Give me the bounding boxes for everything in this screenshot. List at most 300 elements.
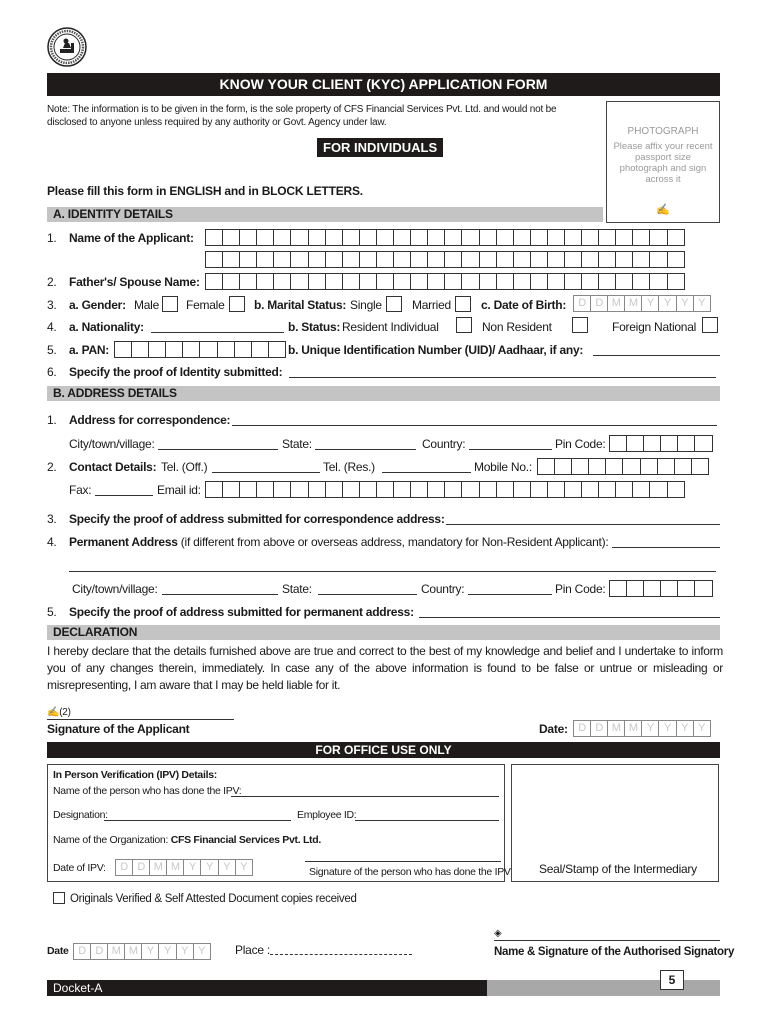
char-box[interactable]: D bbox=[573, 295, 591, 312]
char-box[interactable] bbox=[148, 341, 166, 358]
char-box[interactable] bbox=[222, 273, 240, 290]
tel-res-input[interactable] bbox=[382, 472, 471, 473]
email-label: Email id: bbox=[157, 483, 201, 497]
b3-number: 3. bbox=[47, 512, 57, 526]
proof-permanent-input[interactable] bbox=[419, 617, 720, 618]
char-box[interactable] bbox=[581, 481, 599, 498]
photograph-instructions: Please affix your recent passport size photograph and sign across it bbox=[613, 141, 713, 185]
fax-label: Fax: bbox=[69, 483, 92, 497]
char-box[interactable] bbox=[222, 229, 240, 246]
char-box[interactable] bbox=[205, 481, 223, 498]
char-box[interactable] bbox=[205, 273, 223, 290]
char-box[interactable]: M bbox=[624, 720, 642, 737]
char-box[interactable] bbox=[444, 251, 462, 268]
char-box[interactable] bbox=[667, 481, 685, 498]
signatory-marker-icon: ◈ bbox=[494, 928, 502, 939]
char-box[interactable] bbox=[393, 273, 411, 290]
char-box[interactable] bbox=[410, 273, 428, 290]
originals-verified-label: Originals Verified & Self Attested Document copies received bbox=[70, 893, 357, 905]
perm-pin-code-boxes[interactable] bbox=[609, 580, 713, 597]
seal-stamp-label: Seal/Stamp of the Intermediary bbox=[539, 862, 697, 876]
char-box[interactable] bbox=[410, 229, 428, 246]
char-box[interactable] bbox=[376, 251, 394, 268]
permanent-address-note: (if different from above or overseas address, mandatory for Non-Resident Applicant): bbox=[180, 535, 609, 549]
char-box[interactable] bbox=[165, 341, 183, 358]
date-of-birth-boxes[interactable] bbox=[573, 295, 711, 312]
b4-number: 4. bbox=[47, 535, 57, 549]
char-box[interactable] bbox=[290, 481, 308, 498]
char-box[interactable] bbox=[530, 273, 548, 290]
correspondence-address-label: Address for correspondence: bbox=[69, 413, 231, 427]
char-box[interactable]: Y bbox=[641, 295, 659, 312]
char-box[interactable]: Y bbox=[235, 859, 253, 876]
designation-label: Designation: bbox=[53, 809, 108, 821]
char-box[interactable] bbox=[376, 481, 394, 498]
char-box[interactable]: D bbox=[115, 859, 133, 876]
ipv-signature-label: Signature of the person who has done the IPV bbox=[309, 866, 511, 878]
non-resident-checkbox[interactable] bbox=[572, 317, 588, 333]
char-box[interactable] bbox=[325, 251, 343, 268]
char-box[interactable] bbox=[677, 435, 695, 452]
char-box[interactable] bbox=[626, 580, 644, 597]
tel-off-label: Tel. (Off.) bbox=[161, 460, 208, 474]
char-box[interactable]: Y bbox=[141, 943, 159, 960]
char-box[interactable] bbox=[461, 229, 479, 246]
male-label: Male bbox=[134, 298, 160, 312]
page-number: 5 bbox=[660, 970, 684, 990]
ipv-name-input[interactable] bbox=[231, 796, 499, 797]
permanent-address-label bbox=[69, 534, 608, 550]
male-checkbox[interactable] bbox=[162, 296, 178, 312]
char-box[interactable] bbox=[410, 251, 428, 268]
char-box[interactable] bbox=[513, 273, 531, 290]
char-box[interactable] bbox=[461, 251, 479, 268]
char-box[interactable] bbox=[530, 251, 548, 268]
char-box[interactable] bbox=[427, 229, 445, 246]
char-box[interactable]: D bbox=[590, 295, 608, 312]
char-box[interactable]: Y bbox=[183, 859, 201, 876]
char-box[interactable] bbox=[359, 481, 377, 498]
female-checkbox[interactable] bbox=[229, 296, 245, 312]
company-logo bbox=[44, 26, 90, 68]
char-box[interactable] bbox=[643, 580, 661, 597]
char-box[interactable]: Y bbox=[200, 859, 218, 876]
char-box[interactable]: Y bbox=[658, 720, 676, 737]
char-box[interactable] bbox=[547, 229, 565, 246]
permanent-address-input-2[interactable] bbox=[69, 571, 716, 572]
q4-number: 4. bbox=[47, 320, 57, 334]
char-box[interactable] bbox=[649, 273, 667, 290]
pin-code-boxes[interactable] bbox=[609, 435, 713, 452]
char-box[interactable] bbox=[131, 341, 149, 358]
char-box[interactable] bbox=[674, 458, 692, 475]
char-box[interactable] bbox=[325, 273, 343, 290]
applicant-name-boxes-line-2[interactable] bbox=[205, 251, 685, 268]
organization-label bbox=[53, 832, 321, 848]
perm-pin-code-label: Pin Code: bbox=[555, 582, 606, 596]
char-box[interactable] bbox=[564, 273, 582, 290]
ipv-date-label: Date of IPV: bbox=[53, 862, 106, 874]
aadhaar-input[interactable] bbox=[593, 355, 720, 356]
char-box[interactable] bbox=[308, 481, 326, 498]
date-of-birth-label: c. Date of Birth: bbox=[481, 298, 567, 312]
char-box[interactable]: D bbox=[73, 943, 91, 960]
char-box[interactable] bbox=[479, 273, 497, 290]
char-box[interactable] bbox=[554, 458, 572, 475]
char-box[interactable] bbox=[393, 481, 411, 498]
tel-res-label: Tel. (Res.) bbox=[323, 460, 375, 474]
char-box[interactable] bbox=[444, 273, 462, 290]
char-box[interactable]: M bbox=[624, 295, 642, 312]
char-box[interactable] bbox=[691, 458, 709, 475]
emblem-seal-icon bbox=[44, 26, 90, 68]
applicant-signature-label: Signature of the Applicant bbox=[47, 722, 190, 736]
father-spouse-label: Father's/ Spouse Name: bbox=[69, 275, 200, 289]
footer-date-label: Date bbox=[47, 945, 69, 957]
pan-boxes[interactable] bbox=[114, 341, 286, 358]
char-box[interactable] bbox=[598, 229, 616, 246]
char-box[interactable] bbox=[632, 229, 650, 246]
char-box[interactable] bbox=[273, 273, 291, 290]
char-box[interactable] bbox=[649, 229, 667, 246]
place-input[interactable] bbox=[270, 954, 412, 955]
char-box[interactable] bbox=[290, 273, 308, 290]
proof-of-identity-input[interactable] bbox=[289, 377, 716, 378]
authorised-signatory-line[interactable] bbox=[494, 940, 720, 941]
ipv-signature-line[interactable] bbox=[305, 861, 501, 862]
char-box[interactable] bbox=[256, 229, 274, 246]
sign-here-icon: ✍ bbox=[656, 204, 670, 216]
char-box[interactable] bbox=[581, 229, 599, 246]
married-label: Married bbox=[412, 298, 451, 312]
office-use-heading: FOR OFFICE USE ONLY bbox=[47, 742, 720, 758]
char-box[interactable] bbox=[598, 251, 616, 268]
foreign-national-checkbox[interactable] bbox=[702, 317, 718, 333]
char-box[interactable] bbox=[496, 229, 514, 246]
single-label: Single bbox=[350, 298, 382, 312]
char-box[interactable] bbox=[239, 251, 257, 268]
gender-label: a. Gender: bbox=[69, 298, 126, 312]
signature-marker-icon: ✍(2) bbox=[47, 707, 71, 718]
char-box[interactable] bbox=[290, 229, 308, 246]
married-checkbox[interactable] bbox=[455, 296, 471, 312]
char-box[interactable] bbox=[564, 251, 582, 268]
char-box[interactable] bbox=[444, 229, 462, 246]
perm-city-input[interactable] bbox=[162, 594, 278, 595]
fill-instruction: Please fill this form in ENGLISH and in BLOCK LETTERS. bbox=[47, 184, 363, 198]
char-box[interactable]: Y bbox=[176, 943, 194, 960]
char-box[interactable] bbox=[308, 229, 326, 246]
char-box[interactable] bbox=[479, 251, 497, 268]
photograph-title: PHOTOGRAPH bbox=[627, 126, 699, 137]
foreign-national-label: Foreign National bbox=[612, 320, 697, 334]
char-box[interactable]: D bbox=[132, 859, 150, 876]
char-box[interactable]: M bbox=[166, 859, 184, 876]
photograph-box[interactable] bbox=[606, 101, 720, 223]
char-box[interactable] bbox=[626, 435, 644, 452]
char-box[interactable] bbox=[217, 341, 235, 358]
char-box[interactable] bbox=[479, 229, 497, 246]
char-box[interactable]: D bbox=[573, 720, 591, 737]
char-box[interactable] bbox=[622, 458, 640, 475]
ipv-date-boxes[interactable] bbox=[115, 859, 253, 876]
originals-verified-checkbox[interactable] bbox=[53, 892, 65, 904]
char-box[interactable] bbox=[564, 481, 582, 498]
char-box[interactable]: Y bbox=[693, 295, 711, 312]
char-box[interactable] bbox=[632, 481, 650, 498]
char-box[interactable] bbox=[182, 341, 200, 358]
applicant-name-label: Name of the Applicant: bbox=[69, 231, 194, 245]
resident-individual-label: Resident Individual bbox=[342, 320, 439, 334]
char-box[interactable] bbox=[479, 481, 497, 498]
b1-number: 1. bbox=[47, 413, 57, 427]
note-line-1: Note: The information is to be given in the form, is the sole property of CFS Financial Services Pvt. Ltd. and would not be bbox=[47, 104, 557, 115]
char-box[interactable] bbox=[694, 435, 712, 452]
perm-state-label: State: bbox=[282, 582, 312, 596]
char-box[interactable] bbox=[640, 458, 658, 475]
char-box[interactable] bbox=[496, 273, 514, 290]
section-identity-details: A. IDENTITY DETAILS bbox=[47, 207, 603, 222]
char-box[interactable]: M bbox=[124, 943, 142, 960]
char-box[interactable] bbox=[537, 458, 555, 475]
char-box[interactable] bbox=[222, 481, 240, 498]
char-box[interactable] bbox=[222, 251, 240, 268]
pin-code-label: Pin Code: bbox=[555, 437, 606, 451]
footer-date-boxes[interactable] bbox=[73, 943, 211, 960]
char-box[interactable] bbox=[205, 251, 223, 268]
declaration-date-label: Date: bbox=[539, 722, 568, 736]
char-box[interactable] bbox=[513, 251, 531, 268]
char-box[interactable]: Y bbox=[676, 720, 694, 737]
char-box[interactable] bbox=[598, 481, 616, 498]
applicant-signature-line[interactable] bbox=[47, 719, 234, 720]
section-address-details: B. ADDRESS DETAILS bbox=[47, 386, 720, 401]
char-box[interactable] bbox=[342, 251, 360, 268]
char-box[interactable] bbox=[427, 273, 445, 290]
city-label: City/town/village: bbox=[69, 437, 155, 451]
char-box[interactable] bbox=[410, 481, 428, 498]
char-box[interactable]: Y bbox=[658, 295, 676, 312]
q1-number: 1. bbox=[47, 231, 57, 245]
q2-number: 2. bbox=[47, 275, 57, 289]
designation-input[interactable] bbox=[104, 820, 291, 821]
mobile-label: Mobile No.: bbox=[474, 460, 532, 474]
char-box[interactable] bbox=[273, 229, 291, 246]
non-resident-label: Non Resident bbox=[482, 320, 552, 334]
female-label: Female bbox=[186, 298, 225, 312]
char-box[interactable] bbox=[530, 481, 548, 498]
char-box[interactable]: Y bbox=[218, 859, 236, 876]
proof-correspondence-input[interactable] bbox=[446, 524, 720, 525]
char-box[interactable] bbox=[605, 458, 623, 475]
place-label: Place : bbox=[235, 943, 270, 957]
char-box[interactable] bbox=[359, 251, 377, 268]
authorised-signatory-label: Name & Signature of the Authorised Signatory bbox=[494, 946, 735, 958]
state-label: State: bbox=[282, 437, 312, 451]
char-box[interactable] bbox=[114, 341, 132, 358]
char-box[interactable]: Y bbox=[193, 943, 211, 960]
employee-id-label: Employee ID: bbox=[297, 809, 357, 821]
ipv-name-label: Name of the person who has done the IPV: bbox=[53, 785, 242, 797]
char-box[interactable] bbox=[393, 251, 411, 268]
perm-country-label: Country: bbox=[421, 582, 465, 596]
q5-number: 5. bbox=[47, 343, 57, 357]
char-box[interactable]: M bbox=[149, 859, 167, 876]
char-box[interactable] bbox=[273, 251, 291, 268]
proof-permanent-label: Specify the proof of address submitted for permanent address: bbox=[69, 605, 414, 619]
char-box[interactable]: D bbox=[90, 943, 108, 960]
resident-individual-checkbox[interactable] bbox=[456, 317, 472, 333]
char-box[interactable] bbox=[530, 229, 548, 246]
city-input[interactable] bbox=[158, 449, 278, 450]
q6-number: 6. bbox=[47, 365, 57, 379]
char-box[interactable] bbox=[513, 229, 531, 246]
char-box[interactable] bbox=[461, 481, 479, 498]
char-box[interactable] bbox=[308, 273, 326, 290]
char-box[interactable] bbox=[677, 580, 695, 597]
declaration-date-boxes[interactable] bbox=[573, 720, 711, 737]
char-box[interactable] bbox=[342, 229, 360, 246]
employee-id-input[interactable] bbox=[355, 820, 499, 821]
char-box[interactable] bbox=[496, 481, 514, 498]
char-box[interactable]: Y bbox=[693, 720, 711, 737]
organization-value: CFS Financial Services Pvt. Ltd. bbox=[170, 834, 321, 846]
char-box[interactable] bbox=[588, 458, 606, 475]
char-box[interactable] bbox=[376, 273, 394, 290]
char-box[interactable]: Y bbox=[676, 295, 694, 312]
for-individuals-badge: FOR INDIVIDUALS bbox=[317, 138, 443, 157]
char-box[interactable] bbox=[667, 229, 685, 246]
char-box[interactable] bbox=[251, 341, 269, 358]
char-box[interactable] bbox=[660, 580, 678, 597]
section-declaration: DECLARATION bbox=[47, 625, 720, 640]
char-box[interactable]: Y bbox=[641, 720, 659, 737]
char-box[interactable] bbox=[649, 481, 667, 498]
proof-of-identity-label: Specify the proof of Identity submitted: bbox=[69, 365, 283, 379]
fax-input[interactable] bbox=[95, 495, 153, 496]
char-box[interactable] bbox=[660, 435, 678, 452]
char-box[interactable] bbox=[199, 341, 217, 358]
nationality-input[interactable] bbox=[151, 332, 284, 333]
char-box[interactable] bbox=[667, 251, 685, 268]
char-box[interactable] bbox=[694, 580, 712, 597]
footer-grey-bar bbox=[487, 980, 720, 996]
char-box[interactable] bbox=[513, 481, 531, 498]
char-box[interactable] bbox=[393, 229, 411, 246]
char-box[interactable] bbox=[632, 251, 650, 268]
country-input[interactable] bbox=[469, 449, 552, 450]
char-box[interactable] bbox=[427, 251, 445, 268]
marital-status-label: b. Marital Status: bbox=[254, 298, 347, 312]
char-box[interactable] bbox=[615, 481, 633, 498]
country-label: Country: bbox=[422, 437, 466, 451]
correspondence-address-input[interactable] bbox=[232, 425, 717, 426]
proof-correspondence-label: Specify the proof of address submitted for correspondence address: bbox=[69, 512, 445, 526]
char-box[interactable] bbox=[615, 273, 633, 290]
char-box[interactable] bbox=[376, 229, 394, 246]
char-box[interactable] bbox=[547, 273, 565, 290]
char-box[interactable]: M bbox=[607, 720, 625, 737]
char-box[interactable] bbox=[325, 229, 343, 246]
mobile-number-boxes[interactable] bbox=[537, 458, 709, 475]
contact-details-label: Contact Details: bbox=[69, 460, 157, 474]
char-box[interactable] bbox=[496, 251, 514, 268]
char-box[interactable] bbox=[256, 481, 274, 498]
state-input[interactable] bbox=[315, 449, 416, 450]
char-box[interactable] bbox=[643, 435, 661, 452]
char-box[interactable] bbox=[239, 229, 257, 246]
permanent-address-input-1[interactable] bbox=[612, 547, 720, 548]
char-box[interactable]: M bbox=[107, 943, 125, 960]
organization-label-text: Name of the Organization: bbox=[53, 834, 169, 846]
char-box[interactable] bbox=[581, 251, 599, 268]
aadhaar-label: b. Unique Identification Number (UID)/ Aadhaar, if any: bbox=[288, 343, 584, 357]
char-box[interactable] bbox=[609, 580, 627, 597]
char-box[interactable] bbox=[325, 481, 343, 498]
declaration-text: I hereby declare that the details furnished above are true and correct to the best of my knowledge and belief and I undertake to inform you of any changes therein, immediately. In case any of the above information is found to be false or untrue or misleading or misrepresenting, I am aware that I may be held liable for it. bbox=[47, 644, 723, 692]
char-box[interactable] bbox=[598, 273, 616, 290]
perm-state-input[interactable] bbox=[318, 594, 417, 595]
father-spouse-name-boxes[interactable] bbox=[205, 273, 685, 290]
char-box[interactable] bbox=[342, 481, 360, 498]
char-box[interactable] bbox=[234, 341, 252, 358]
char-box[interactable] bbox=[667, 273, 685, 290]
char-box[interactable] bbox=[657, 458, 675, 475]
char-box[interactable] bbox=[564, 229, 582, 246]
applicant-name-boxes-line-1[interactable] bbox=[205, 229, 685, 246]
form-title: KNOW YOUR CLIENT (KYC) APPLICATION FORM bbox=[47, 73, 720, 96]
char-box[interactable] bbox=[609, 435, 627, 452]
docket-label: Docket-A bbox=[47, 980, 487, 996]
tel-off-input[interactable] bbox=[212, 472, 320, 473]
char-box[interactable] bbox=[632, 273, 650, 290]
char-box[interactable] bbox=[547, 481, 565, 498]
char-box[interactable] bbox=[444, 481, 462, 498]
char-box[interactable] bbox=[239, 273, 257, 290]
char-box[interactable] bbox=[615, 229, 633, 246]
status-label: b. Status: bbox=[288, 320, 341, 334]
char-box[interactable]: Y bbox=[158, 943, 176, 960]
char-box[interactable] bbox=[571, 458, 589, 475]
char-box[interactable] bbox=[615, 251, 633, 268]
char-box[interactable] bbox=[581, 273, 599, 290]
email-boxes[interactable] bbox=[205, 481, 685, 498]
char-box[interactable] bbox=[359, 229, 377, 246]
pan-label: a. PAN: bbox=[69, 343, 110, 357]
char-box[interactable] bbox=[290, 251, 308, 268]
single-checkbox[interactable] bbox=[386, 296, 402, 312]
char-box[interactable] bbox=[273, 481, 291, 498]
privacy-note bbox=[47, 103, 607, 129]
char-box[interactable] bbox=[256, 273, 274, 290]
ipv-title: In Person Verification (IPV) Details: bbox=[53, 769, 217, 781]
char-box[interactable]: D bbox=[590, 720, 608, 737]
char-box[interactable] bbox=[649, 251, 667, 268]
char-box[interactable] bbox=[205, 229, 223, 246]
char-box[interactable] bbox=[342, 273, 360, 290]
char-box[interactable] bbox=[461, 273, 479, 290]
char-box[interactable] bbox=[547, 251, 565, 268]
perm-country-input[interactable] bbox=[468, 594, 552, 595]
char-box[interactable]: M bbox=[607, 295, 625, 312]
char-box[interactable] bbox=[239, 481, 257, 498]
char-box[interactable] bbox=[308, 251, 326, 268]
char-box[interactable] bbox=[359, 273, 377, 290]
b5-number: 5. bbox=[47, 605, 57, 619]
char-box[interactable] bbox=[268, 341, 286, 358]
char-box[interactable] bbox=[427, 481, 445, 498]
char-box[interactable] bbox=[256, 251, 274, 268]
